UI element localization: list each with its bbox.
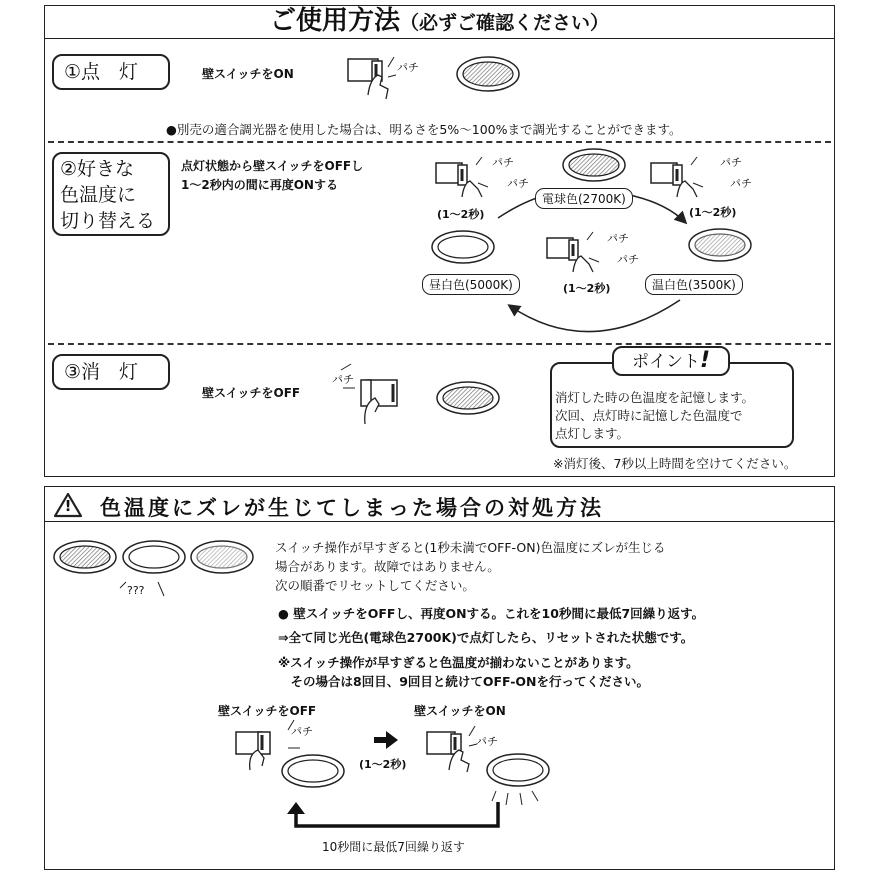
point-exclaim: ! — [699, 348, 711, 373]
wall-switch-icon-2b — [651, 155, 711, 200]
reset-bullet: ● 壁スイッチをOFFし、再度ONする。これを10秒間に最低7回繰り返す。 — [278, 606, 705, 621]
interval-bottom: (1～2秒) — [563, 282, 611, 295]
repeat-label: 10秒間に最低7回繰り返す — [322, 840, 465, 854]
interval-right: (1～2秒) — [689, 206, 737, 219]
reset-result: ⇒全て同じ光色(電球色2700K)で点灯したら、リセットされた状態です。 — [278, 630, 694, 645]
warning-exclaim: ! — [64, 497, 72, 515]
pachi-text-reset-off: パチ — [291, 725, 313, 738]
point-line-3: 点灯します。 — [555, 426, 630, 441]
usage-title: ご使用方法 — [269, 6, 400, 36]
step2-label-line1: ②好きな — [60, 158, 135, 180]
step3-label-text: ③消 灯 — [64, 361, 139, 383]
troubleshoot-title: 色温度にズレが生じてしまった場合の対処方法 — [100, 496, 604, 520]
lamp-bulb-color-icon — [562, 148, 626, 182]
step2-label — [52, 152, 170, 236]
question-marks: ??? — [127, 584, 145, 597]
step3-footnote: ※消灯後、7秒以上時間を空けてください。 — [553, 456, 797, 471]
pachi-text-2d: パチ — [730, 177, 752, 190]
reset-note-1: ※スイッチ操作が早すぎると色温度が揃わないことがあります。 — [278, 655, 639, 670]
divider-2 — [48, 343, 831, 345]
lamp-off-icon-3 — [436, 381, 500, 415]
pachi-text-2f: パチ — [617, 253, 639, 266]
lamp-mismatch-icon-1 — [53, 540, 117, 574]
pachi-text-reset-on: パチ — [476, 735, 498, 748]
step1-label — [52, 54, 170, 90]
step2-instruction-1: 点灯状態から壁スイッチをOFFし — [181, 159, 364, 173]
label-warm-white: 温白色(3500K) — [645, 274, 743, 295]
intro-line-3: 次の順番でリセットしてください。 — [275, 578, 475, 593]
reset-interval: (1～2秒) — [359, 758, 407, 771]
intro-line-1: スイッチ操作が早すぎると(1秒未満でOFF-ON)色温度にズレが生じる — [275, 540, 666, 555]
pachi-text-2a: パチ — [492, 156, 514, 169]
step2-label-line2: 色温度に — [60, 184, 137, 206]
reset-off-label: 壁スイッチをOFF — [218, 704, 317, 718]
reset-on-label: 壁スイッチをON — [414, 704, 506, 718]
step1-label-text: ①点 灯 — [64, 61, 139, 83]
repeat-arrow — [284, 800, 514, 834]
lamp-mismatch-icon-2 — [122, 540, 186, 574]
step3-label — [52, 354, 170, 390]
wall-switch-off-icon-3 — [335, 368, 405, 428]
step1-action: 壁スイッチをON — [202, 67, 294, 81]
wall-switch-icon-2a — [436, 155, 496, 200]
reset-note-2: その場合は8回目、9回目と続けてOFF-ONを行ってください。 — [278, 674, 649, 689]
pachi-text-3: パチ — [332, 373, 354, 386]
right-arrow-icon — [372, 730, 400, 750]
intro-line-2: 場合があります。故障ではありません。 — [275, 559, 500, 574]
usage-title-bar — [44, 5, 835, 39]
step3-action: 壁スイッチをOFF — [202, 386, 301, 400]
step2-label-line3: 切り替える — [60, 210, 156, 232]
pachi-text-2c: パチ — [720, 156, 742, 169]
point-line-1: 消灯した時の色温度を記憶します。 — [555, 390, 755, 405]
wall-switch-icon-2c — [547, 230, 607, 275]
label-bulb-color: 電球色(2700K) — [535, 188, 633, 209]
step1-dimmer-note: ●別売の適合調光器を使用した場合は、明るさを5%～100%まで調光することができます。 — [166, 122, 682, 137]
lamp-warm-white-icon — [688, 228, 752, 262]
lamp-lit-icon-1 — [456, 56, 520, 92]
pachi-text-1: パチ — [397, 61, 419, 74]
pachi-text-2e: パチ — [607, 232, 629, 245]
lamp-mismatch-icon-3 — [190, 540, 254, 574]
point-badge — [612, 346, 730, 376]
point-line-2: 次回、点灯時に記憶した色温度で — [555, 408, 743, 423]
lamp-day-white-icon — [431, 230, 495, 264]
lamp-off-icon-reset — [281, 754, 345, 788]
label-day-white: 昼白色(5000K) — [422, 274, 520, 295]
usage-subtitle: （必ずご確認ください） — [400, 12, 610, 34]
pachi-text-2b: パチ — [507, 177, 529, 190]
interval-left: (1～2秒) — [437, 208, 485, 221]
point-title: ポイント — [631, 352, 700, 372]
step2-instruction-2: 1～2秒内の間に再度ONする — [181, 178, 338, 192]
